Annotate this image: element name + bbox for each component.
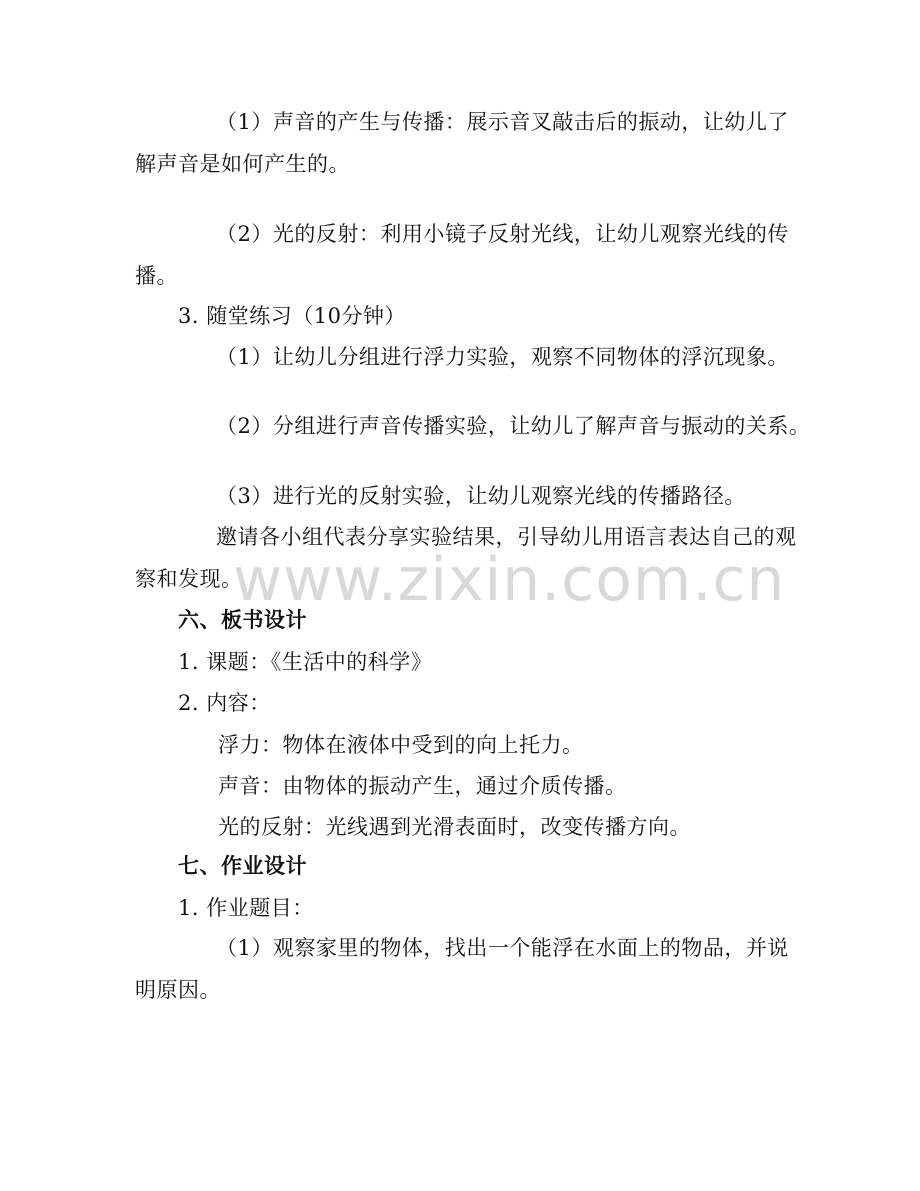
paragraph-line: 解声音是如何产生的。 — [135, 152, 350, 176]
paragraph-line: 光的反射：光线遇到光滑表面时，改变传播方向。 — [218, 815, 691, 839]
paragraph-line: 浮力：物体在液体中受到的向上托力。 — [218, 733, 584, 757]
watermark: www.zixin.com.cn — [233, 545, 786, 615]
paragraph-line: 明原因。 — [135, 978, 221, 1002]
paragraph-line: （1）声音的产生与传播：展示音叉敲击后的振动，让幼儿了 — [216, 110, 789, 134]
paragraph-line: （3）进行光的反射实验，让幼儿观察光线的传播路径。 — [216, 484, 746, 508]
section-heading: 七、作业设计 — [178, 854, 307, 878]
paragraph-line: （1）观察家里的物体，找出一个能浮在水面上的物品，并说 — [216, 936, 789, 960]
paragraph-line: （1）让幼儿分组进行浮力实验，观察不同物体的浮沉现象。 — [216, 345, 789, 369]
paragraph-line: 邀请各小组代表分享实验结果，引导幼儿用语言表达自己的观 — [216, 525, 797, 549]
section-heading: 六、板书设计 — [178, 608, 307, 632]
paragraph-line: 声音：由物体的振动产生，通过介质传播。 — [218, 774, 627, 798]
paragraph-line: 察和发现。 — [135, 567, 243, 591]
list-item: 3. 随堂练习（10分钟） — [178, 304, 406, 328]
paragraph-line: 播。 — [135, 264, 178, 288]
list-item: 2. 内容： — [178, 691, 271, 715]
paragraph-line: （2）分组进行声音传播实验，让幼儿了解声音与振动的关系。 — [216, 414, 811, 438]
paragraph-line: （2）光的反射：利用小镜子反射光线，让幼儿观察光线的传 — [216, 222, 789, 246]
list-item: 1. 课题：《生活中的科学》 — [178, 650, 433, 674]
list-item: 1. 作业题目： — [178, 896, 314, 920]
